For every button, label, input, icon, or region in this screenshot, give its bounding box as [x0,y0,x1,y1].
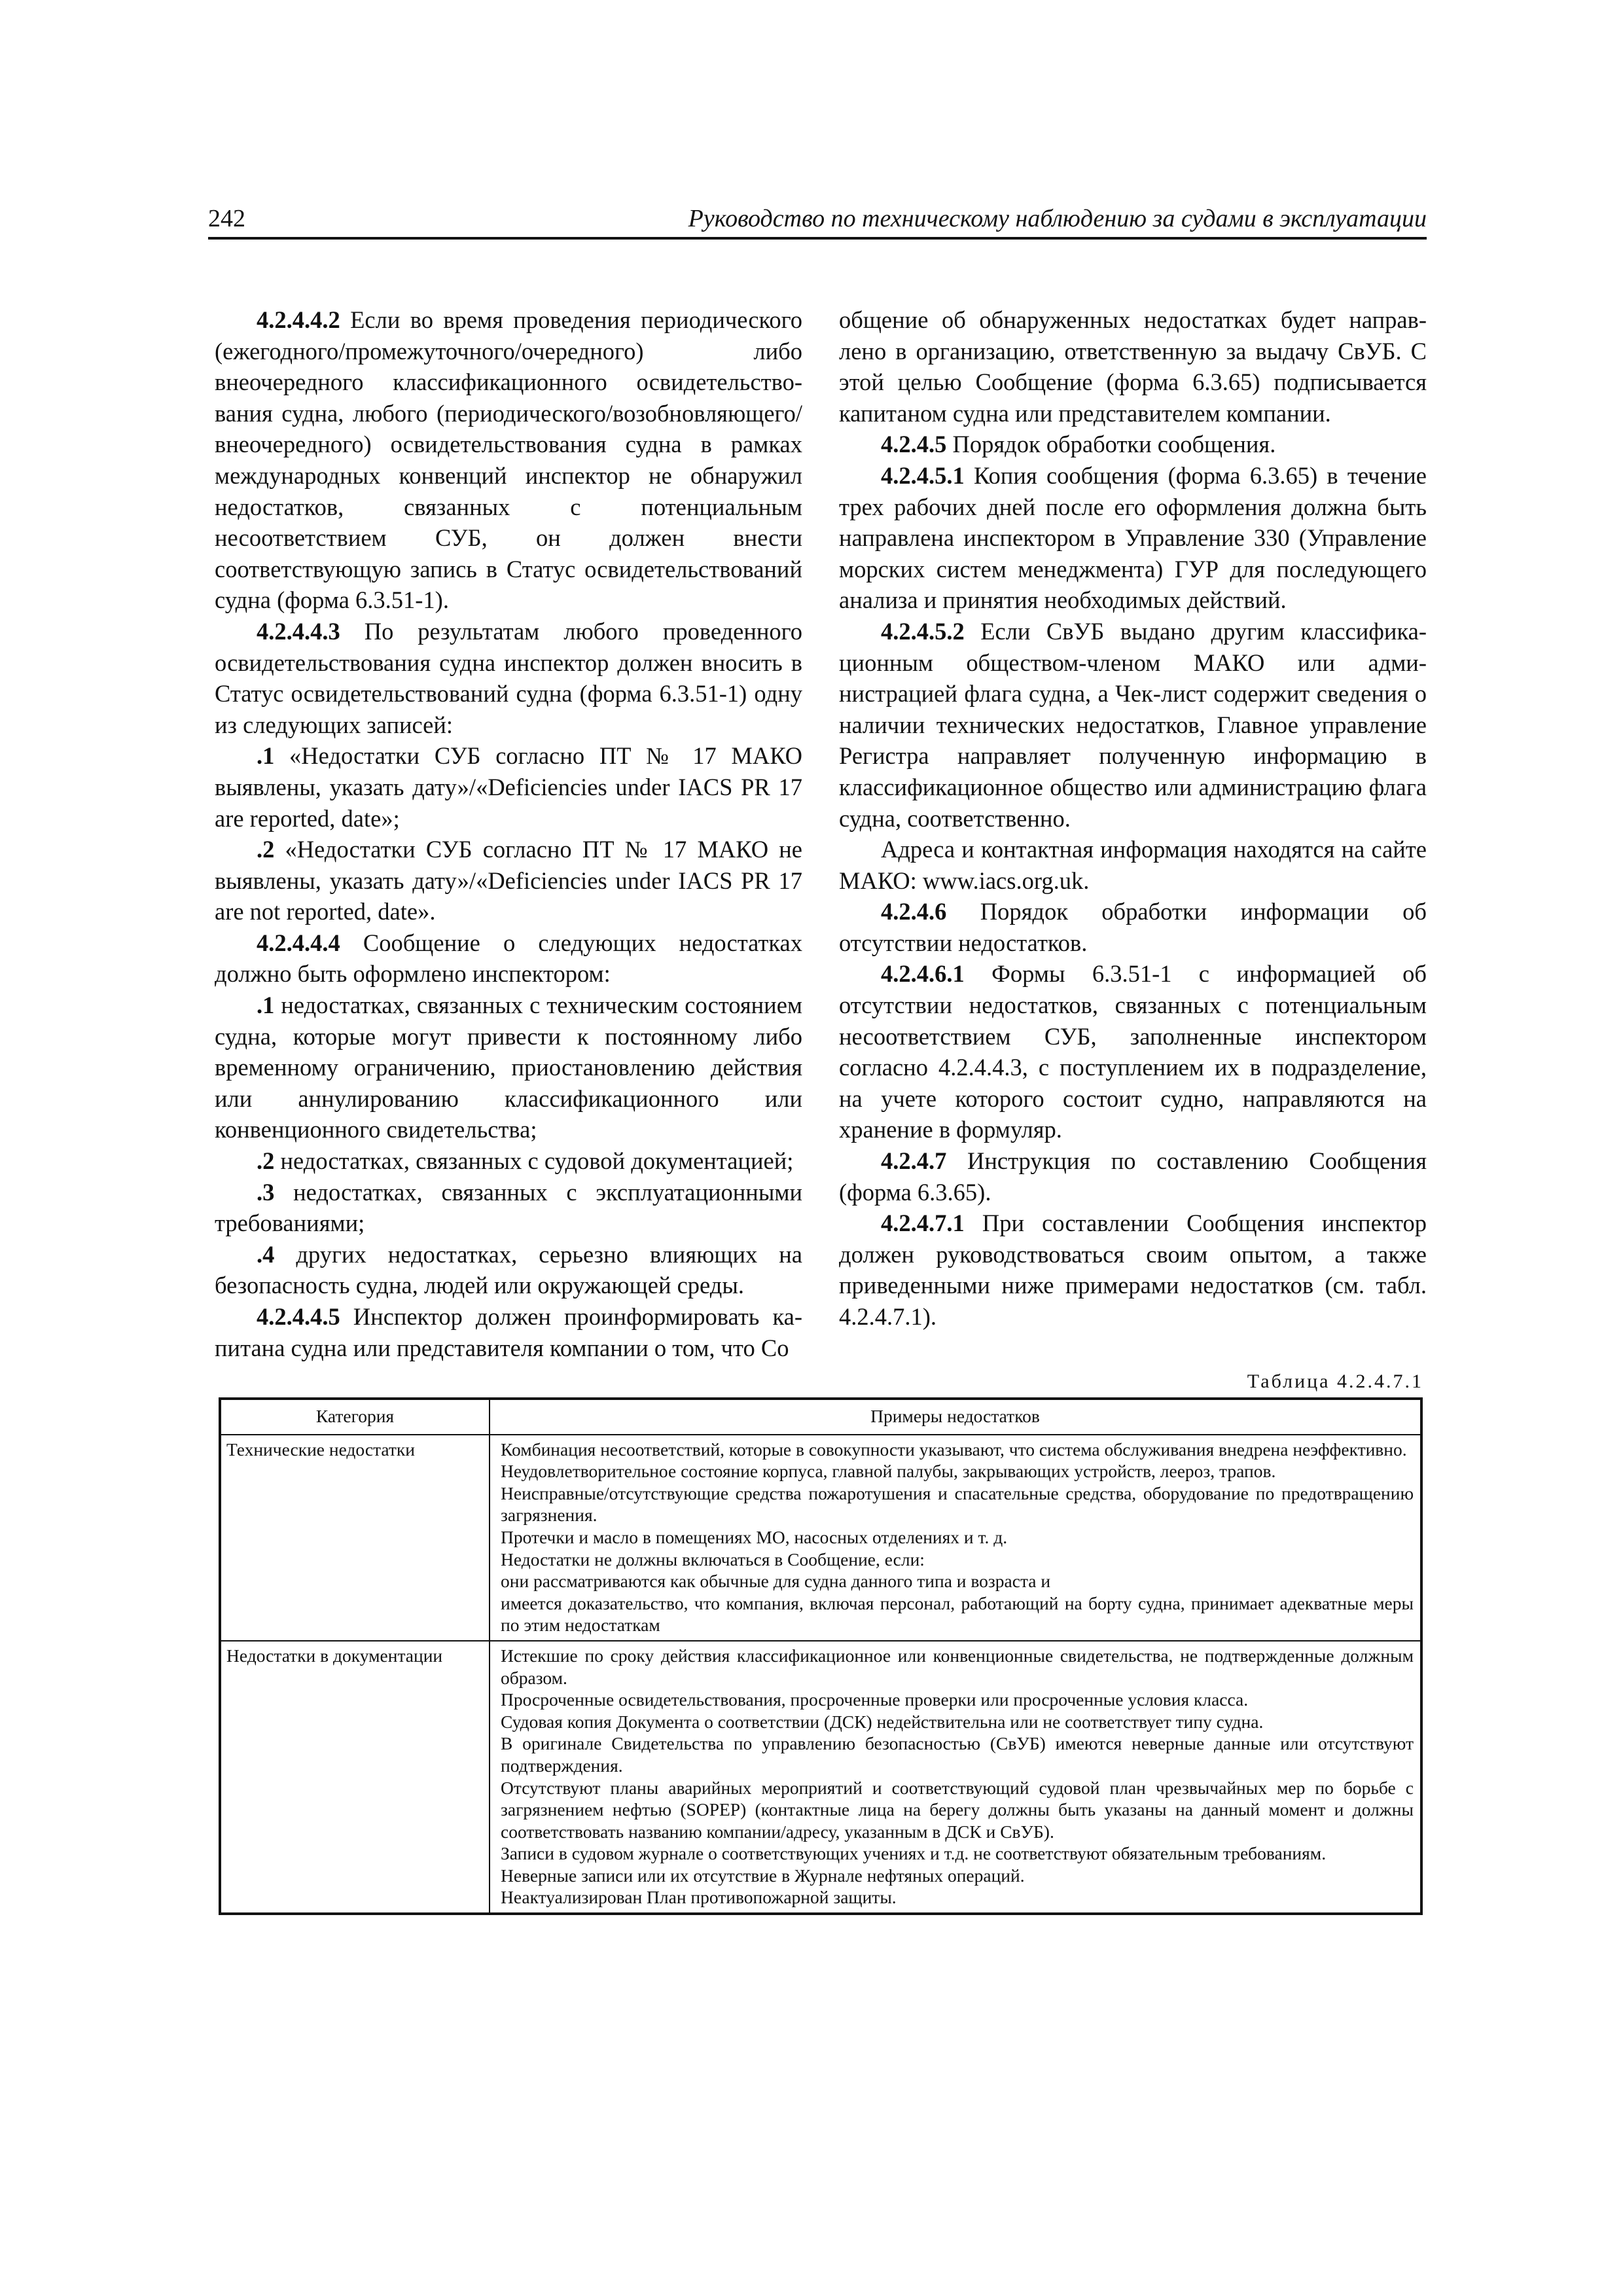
paragraph-text: Сообщение о следующих недостатках должно быть оформлено инспектором: [215,929,802,988]
paragraph-text: Формы 6.3.51-1 с информацией об отсутствии недостатков, связанных с потенциальным несоответствием СУБ, заполненные инспектором согласно 4.2.4.4.3, с поступлением их в подразделение, на учете которого состоит судно, направляются на хранение в формуляр. [839,960,1427,1143]
paragraph [215,1145,802,1177]
paragraph-text: Порядок обработки информации об отсутствии недостатков. [839,898,1427,956]
clause-number: .1 [257,742,275,770]
paragraph-text: общение об обнаруженных недостатках будет направлено в организацию, ответственную за выдачу СвУБ. С этой целью Сообщение (форма 6.3.65) подписывается капитаном судна или представителем компании. [839,306,1427,427]
paragraph-text: «Недостатки СУБ согласно ПТ № 17 МАКО выявлены, указать дату»/«Deficiencies under IACS PR 17 are reported, date»; [215,742,802,832]
table-row [220,1435,1421,1641]
paragraph [839,304,1427,429]
clause-number: 4.2.4.6 [881,898,947,925]
example-line: Протечки и масло в помещениях МО, насосных отделениях и т. д. [501,1526,1008,1547]
paragraph-text: недостатках, связанных с эксплуатационными требованиями; [215,1178,802,1237]
clause-number: 4.2.4.5.2 [881,617,965,645]
example-line: Просроченные освидетельствования, просроченные проверки или просроченные условия класса. [501,1689,1249,1710]
page-number: 242 [208,205,245,232]
paragraph [215,990,802,1145]
examples-cell [490,1435,1421,1641]
running-title: Руководство по техническому наблюдению за судами в эксплуатации [688,205,1427,232]
clause-number: .1 [257,992,275,1019]
example-line: Неудовлетворительное состояние корпуса, главной палубы, закрывающих устройств, леероз, трапов. [501,1461,1276,1482]
paragraph [839,834,1427,896]
paragraph [215,1301,802,1363]
example-line: Записи в судовом журнале о соответствующих учениях и т.д. не соответствуют обязательным требованиям. [501,1843,1327,1864]
clause-number: 4.2.4.4.2 [257,306,340,333]
example-line: Судовая копия Документа о соответствии (ДСК) недействительна или не соответствует типу судна. [501,1711,1264,1732]
examples-cell [490,1641,1421,1914]
category-cell: Технические недостатки [220,1435,490,1641]
example-line: Недостатки не должны включаться в Сообщение, если: [501,1549,925,1570]
clause-number: 4.2.4.5.1 [881,461,965,489]
column-header-examples: Примеры недостатков [490,1399,1421,1435]
paragraph [839,616,1427,834]
example-line: Неисправные/отсутствующие средства пожаротушения и спасательные средства, оборудование по предотвращению загрязнения. [501,1482,1414,1526]
paragraph-text: Копия сообщения (форма 6.3.65) в течение трех рабочих дней после его оформления должна быть направлена инспектором в Управление 330 (Управление морских систем менеджмента) ГУР для последующего анализа и принятия необходимых действий. [839,461,1427,614]
example-line: они рассматриваются как обычные для судна данного типа и возраста и [501,1571,1051,1592]
paragraph-text: Инспектор должен проинформировать капитана судна или представителя компании о том, что Со [215,1303,802,1361]
example-line: Неактуализирован План противопожарной защиты. [501,1887,897,1908]
paragraph-text: Адреса и контактная информация находятся на сайте МАКО: www.iacs.org.uk. [839,836,1427,894]
category-cell: Недостатки в документации [220,1641,490,1914]
clause-number: .4 [257,1240,275,1268]
paragraph-text: По результатам любого проведенного освидетельствования судна инспектор должен вносить в Статус освидетельствований судна (форма 6.3.51-1) одну из следующих записей: [215,617,802,738]
right-text-column [839,304,1427,1333]
defects-table [219,1397,1423,1915]
paragraph [839,1208,1427,1332]
paragraph [839,1145,1427,1208]
clause-number: .2 [257,836,275,863]
example-line: имеется доказательство, что компания, включая персонал, работающий на борту судна, принимает адекватные меры по этим недостаткам [501,1592,1414,1636]
paragraph-text: При составлении Сообщения инспектор должен руководствоваться своим опытом, а также приведенными ниже примерами недостатков (см. табл. 4.2.4.7.1). [839,1210,1427,1330]
paragraph [215,616,802,740]
table-header-row [220,1399,1421,1435]
paragraph-text: недостатках, связанных с судовой документацией; [274,1147,794,1175]
column-header-category: Категория [220,1399,490,1435]
paragraph-text: других недостатках, серьезно влияющих на безопасность судна, людей или окружающей среды. [215,1240,802,1299]
paragraph-text: «Недостатки СУБ согласно ПТ № 17 МАКО не выявлены, указать дату»/«Deficiencies under IACS PR 17 are not reported, date». [215,836,802,925]
paragraph-text: Если СвУБ выдано другим классификационным обществом-членом МАКО или администрацией флага судна, а Чек-лист содержит сведения о наличии технических недостатков, Главное управление Регистра направляет полученную информацию в классификационное общество или администрацию флага судна, соответственно. [839,617,1427,832]
paragraph [215,1177,802,1239]
example-line: Истекшие по сроку действия классификационное или конвенционные свидетельства, не подтвержденные должным образом. [501,1645,1414,1688]
paragraph [839,460,1427,616]
clause-number: 4.2.4.4.3 [257,617,340,645]
paragraph [215,304,802,616]
paragraph [215,1239,802,1301]
paragraph [839,429,1427,460]
example-line: Неверные записи или их отсутствие в Журнале нефтяных операций. [501,1865,1025,1886]
paragraph-text: Если во время проведения периодического (ежегодного/промежуточного/очередного) либо внеочередного классификационного освидетельствования судна, любого (периодического/возобновляющего/внеочередного) освидетельствования судна в рамках международных конвенций инспектор не обнаружил недостатков, связанных с потенциальным несоответствием СУБ, он должен внести соответствующую запись в Статус освидетельствований судна (форма 6.3.51-1). [215,306,802,614]
example-line: В оригинале Свидетельства по управлению безопасностью (СвУБ) имеются неверные данные или отсутствуют подтверждения. [501,1733,1414,1776]
paragraph [215,740,802,834]
example-line: Комбинация несоответствий, которые в совокупности указывают, что система обслуживания внедрена неэффективно. [501,1439,1407,1460]
clause-number: 4.2.4.4.5 [257,1303,340,1330]
table-row [220,1641,1421,1914]
paragraph-text: Порядок обработки сообщения. [946,431,1276,458]
paragraph [839,896,1427,958]
paragraph [215,927,802,990]
clause-number: .3 [257,1178,275,1206]
table-caption: Таблица 4.2.4.7.1 [1247,1371,1423,1392]
page-header [208,198,1427,240]
paragraph-text: Инструкция по составлению Сообщения (форма 6.3.65). [839,1147,1427,1206]
clause-number: .2 [257,1147,275,1175]
paragraph [215,834,802,927]
clause-number: 4.2.4.4.4 [257,929,340,956]
clause-number: 4.2.4.6.1 [881,960,965,988]
example-line: Отсутствуют планы аварийных мероприятий и соответствующий судовой план чрезвычайных мер по борьбе с загрязнением нефтью (SOPEP) (контактные лица на берегу должны быть указаны на данный момент и должны соответствовать названию компании/адресу, указанным в ДСК и СвУБ). [501,1777,1414,1842]
paragraph [839,958,1427,1145]
paragraph-text: недостатках, связанных с техническим состоянием судна, которые могут привести к постоянному либо временному ограничению, приостановлению действия или аннулированию классификационного или конвенционного свидетельства; [215,992,802,1143]
clause-number: 4.2.4.7 [881,1147,947,1175]
clause-number: 4.2.4.5 [881,431,947,458]
left-text-column [215,304,802,1363]
clause-number: 4.2.4.7.1 [881,1210,965,1237]
